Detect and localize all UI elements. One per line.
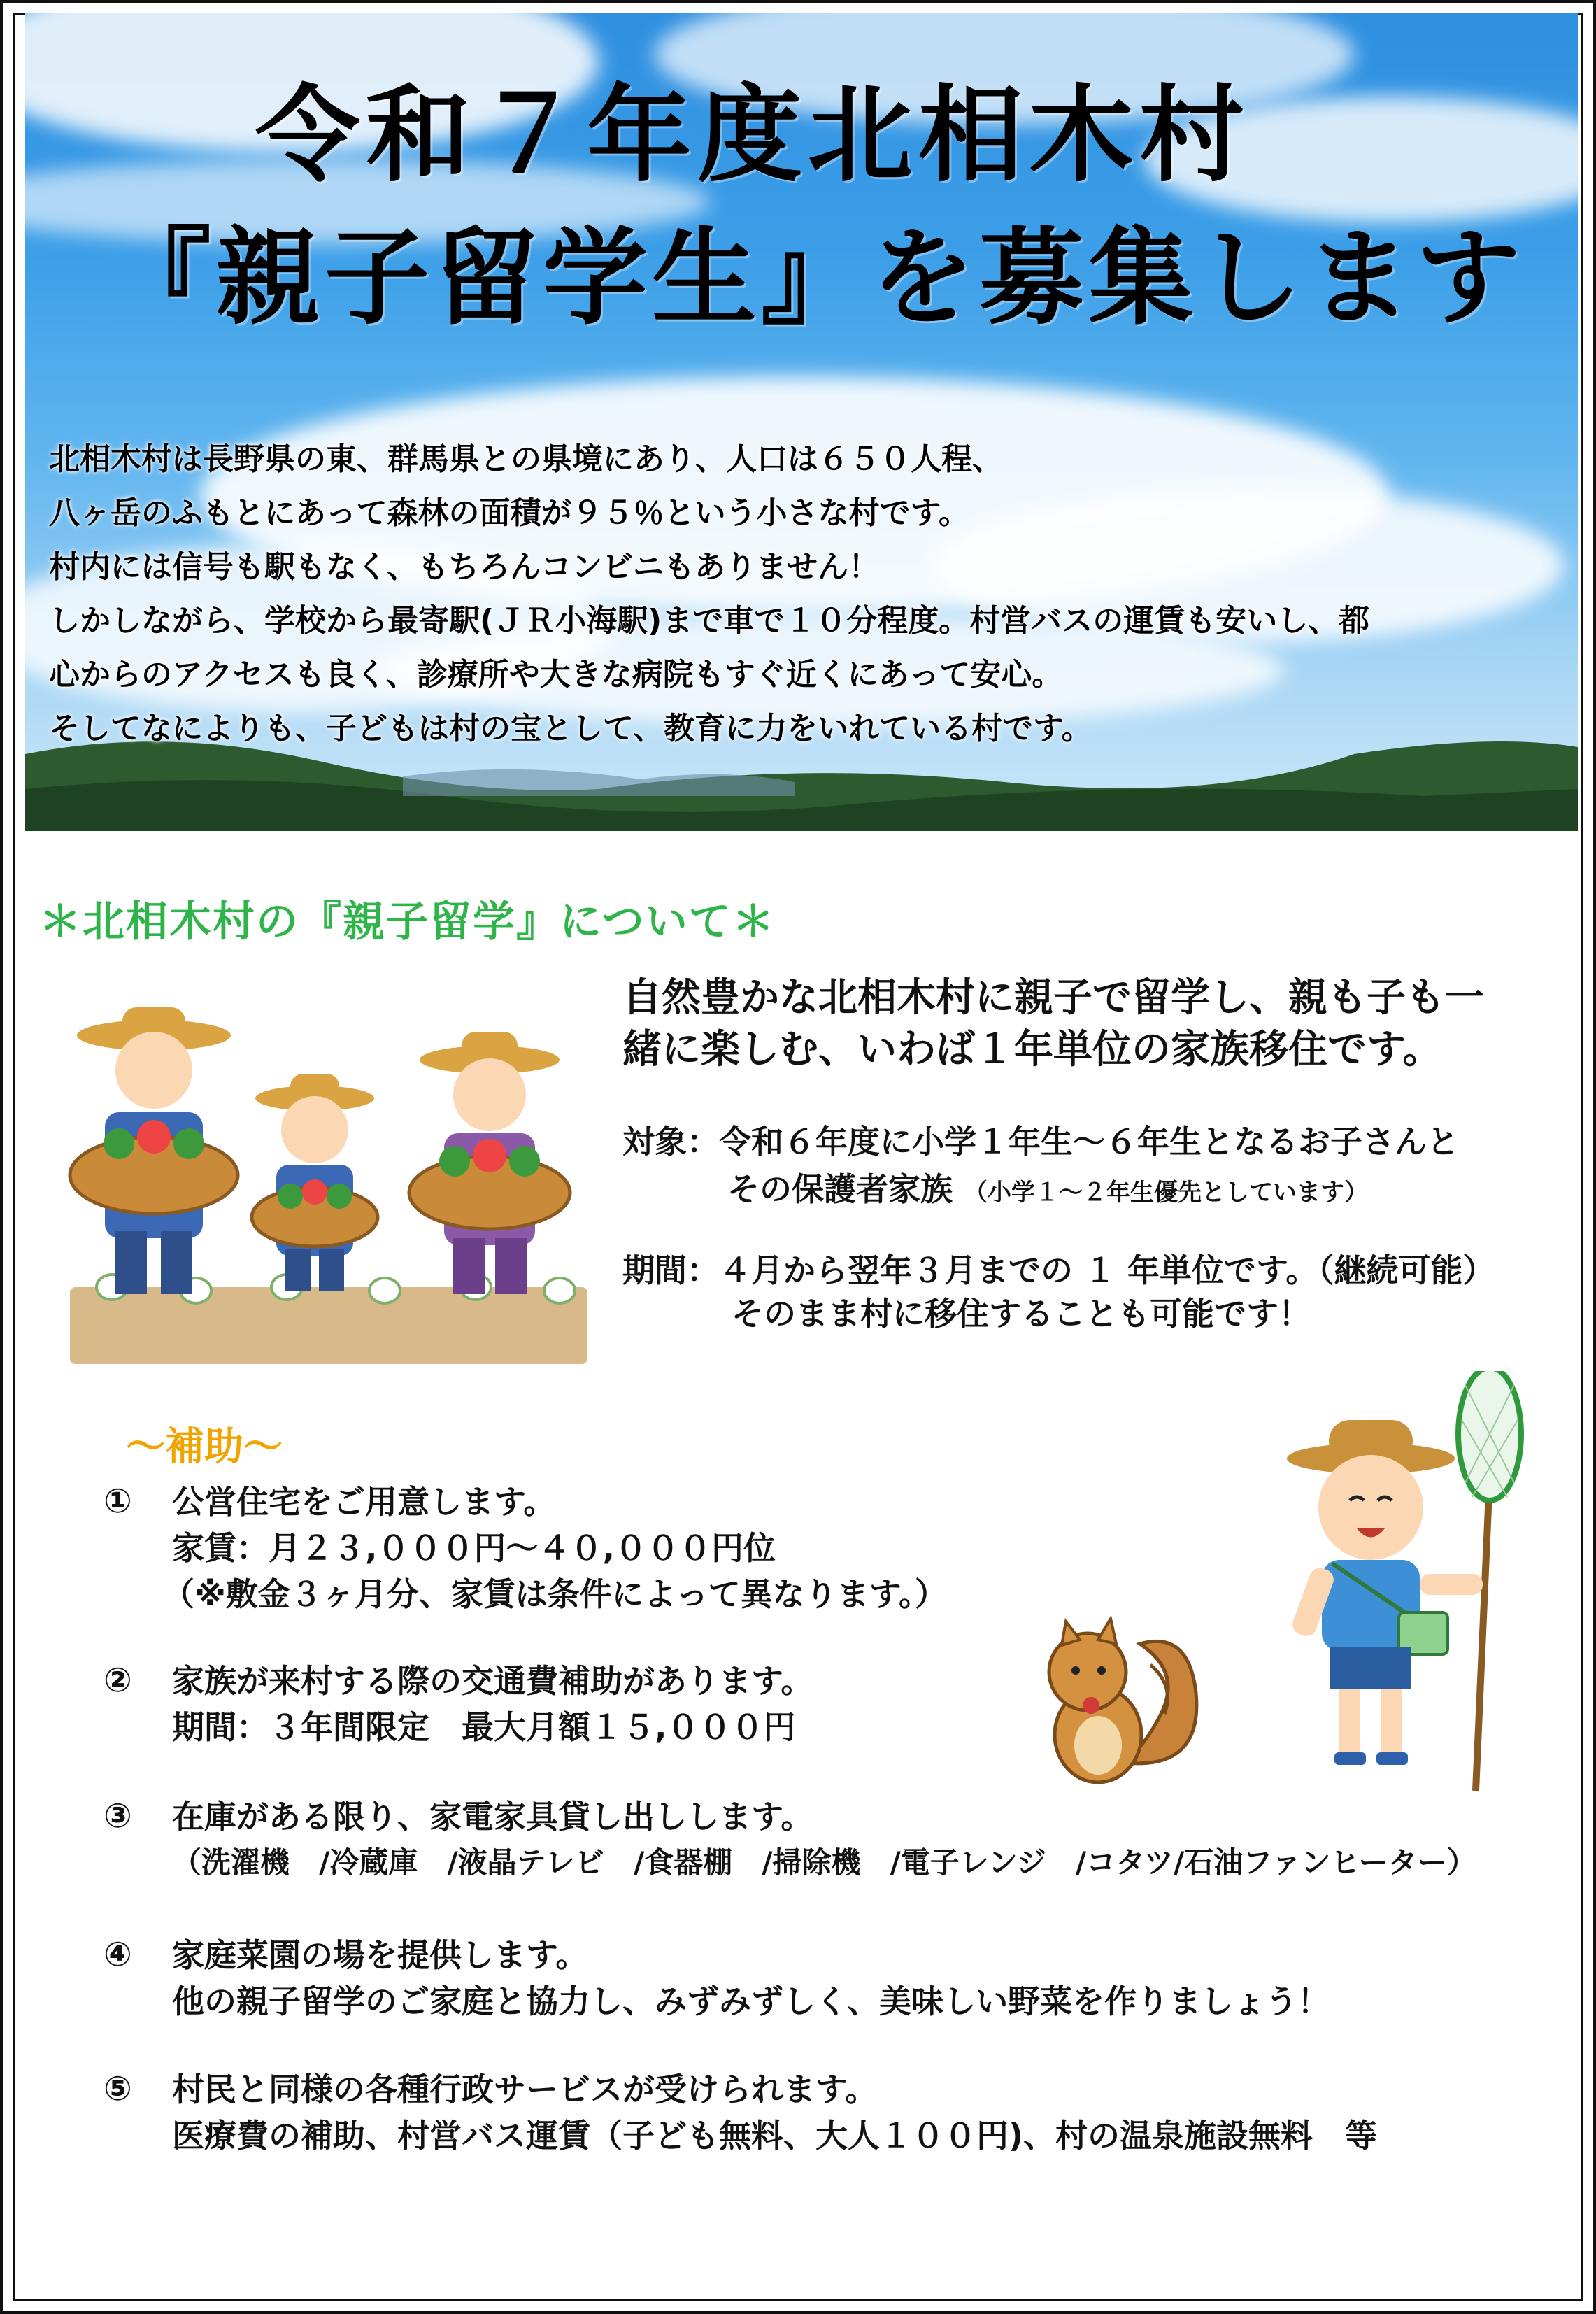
- intro-line: しかしながら、学校から最寄駅(ＪＲ小海駅)まで車で１０分程度。村営バスの運賃も安いし、都: [49, 603, 1370, 639]
- intro-text: [49, 432, 1574, 755]
- item-number: ③: [104, 1796, 132, 1836]
- support-heading: ～補助～: [126, 1424, 283, 1470]
- period-label: 期間：: [622, 1251, 719, 1289]
- support-item-4: 家庭菜園の場を提供します。 他の親子留学のご家庭と協力し、みずみずしく、美味しい野菜を作りましょう！: [172, 1936, 1330, 2020]
- target-row-2: [727, 1164, 1368, 1210]
- intro-line: 心からのアクセスも良く、診療所や大きな病院もすぐ近くにあって安心。: [49, 657, 1063, 693]
- item-number: ⑤: [104, 2069, 132, 2108]
- target-line-2: その保護者家族: [727, 1170, 953, 1208]
- period-line-2: そのまま村に移住することも可能です！: [732, 1295, 1311, 1333]
- intro-line: 北相木村は長野県の東、群馬県との県境にあり、人口は６５０人程、: [49, 441, 1003, 477]
- target-label: 対象：: [622, 1123, 719, 1160]
- support-item-3: 在庫がある限り、家電家具貸し出しします。 （洗濯機 /冷蔵庫 /液晶テレビ /食器棚 /掃除機 /電子レンジ /コタツ/石油ファンヒーター）: [172, 1798, 1476, 1880]
- support-item-5: 村民と同様の各種行政サービスが受けられます。 医療費の補助、村営バス運賃（子ども無料、大人１００円)、村の温泉施設無料 等: [172, 2071, 1378, 2155]
- intro-line: 村内には信号も駅もなく、もちろんコンビニもありません！: [49, 549, 880, 585]
- about-heading: ＊北相木村の『親子留学』について＊: [39, 897, 776, 946]
- title-line-2: 『親子留学生』を募集します: [106, 218, 1525, 339]
- intro-line: 八ヶ岳のふもとにあって森林の面積が９５％という小さな村です。: [49, 495, 970, 531]
- support-item-2: 家族が来村する際の交通費補助があります。 期間：３年間限定 最大月額１５,０００円: [172, 1662, 813, 1746]
- squirrel-illustration: [1021, 1609, 1210, 1791]
- target-line-1: 令和６年度に小学１年生～６年生となるお子さんと: [719, 1123, 1459, 1160]
- support-item-1: 公営住宅をご用意します。 家賃：月２３,０００円～４０,０００円位 （※敷金３ヶ月分、家賃は条件によって異なります。）: [162, 1483, 948, 1613]
- title-line-1: 令和７年度北相木村: [255, 75, 1250, 197]
- item-number: ④: [104, 1935, 132, 1974]
- target-row: [622, 1116, 1459, 1163]
- period-row: [622, 1245, 1495, 1291]
- intro-line: そしてなによりも、子どもは村の宝として、教育に力をいれている村です。: [49, 711, 1092, 746]
- period-line-1: ４月から翌年３月までの １ 年単位です。（継続可能）: [719, 1251, 1495, 1289]
- boy-with-bug-net-illustration: [1266, 1371, 1560, 1791]
- about-lead: 自然豊かな北相木村に親子で留学し、親も子も一 緒に楽しむ、いわば１年単位の家族移住です。: [622, 975, 1484, 1072]
- target-note: （小学１～２年生優先としています）: [964, 1179, 1369, 1207]
- farmer-family-illustration: [56, 993, 601, 1371]
- item-number: ②: [104, 1661, 132, 1700]
- hero-banner: [25, 13, 1578, 831]
- item-number: ①: [104, 1482, 132, 1521]
